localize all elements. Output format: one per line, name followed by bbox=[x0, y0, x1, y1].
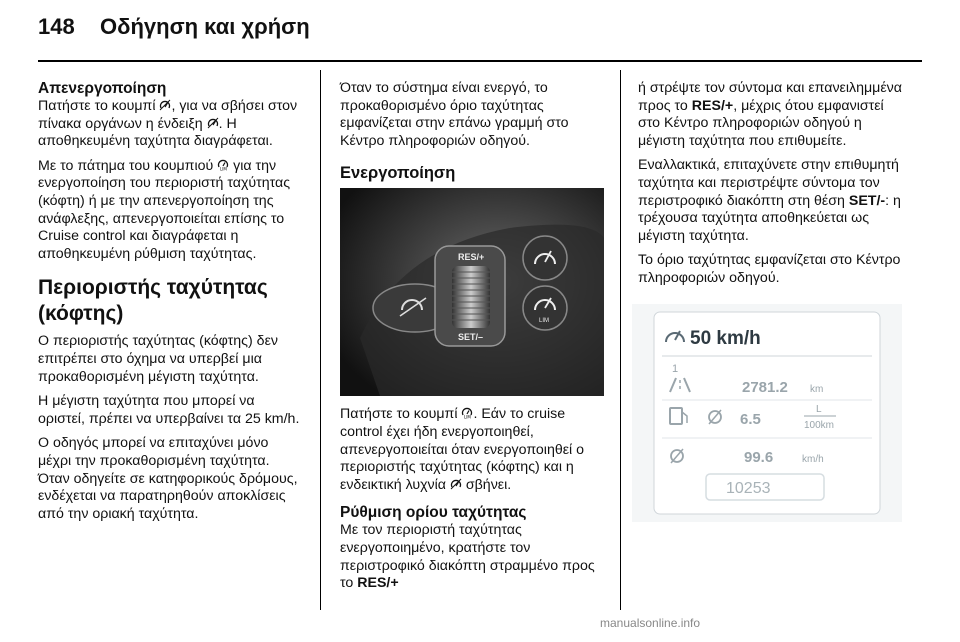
text: ή στρέψτε τον σύντομα και επανειλημμένα προς το bbox=[638, 80, 902, 114]
paragraph bbox=[38, 98, 304, 151]
speed-limiter-icon bbox=[450, 478, 462, 490]
paragraph bbox=[638, 80, 904, 150]
column-2 bbox=[340, 80, 606, 600]
average-speed-unit: km/h bbox=[802, 453, 824, 465]
text: . Η αποθηκευμένη ταχύτητα διαγράφεται. bbox=[38, 115, 273, 150]
average-speed-value: 99.6 bbox=[744, 448, 774, 466]
text: : η τρέχουσα ταχύτητα αποθηκεύεται ως μέγιστη ταχύτητα. bbox=[638, 192, 901, 244]
section-heading-setting: Ρύθμιση ορίου ταχύτητας bbox=[340, 504, 527, 522]
speed-limiter-icon bbox=[207, 117, 219, 129]
paragraph: Ο οδηγός μπορεί να επιταχύνει μόνο μέχρι την προκαθορισμένη ταχύτητα. Όταν οδηγείτε σε κατηφορικούς δρόμους, ενδέχεται να παρατηρηθούν αποκλίσεις από την οριακή ταχύτητα. bbox=[38, 435, 298, 522]
set-minus-label: SET/– bbox=[458, 332, 484, 343]
res-plus-label: RES/+ bbox=[458, 252, 485, 263]
dic-illustration bbox=[632, 304, 902, 522]
fuel-consumption-value: 6.5 bbox=[740, 410, 761, 428]
paragraph bbox=[638, 157, 904, 245]
paragraph: Η μέγιστη ταχύτητα που μπορεί να οριστεί, πρέπει να υπερβαίνει τα 25 km/h. bbox=[38, 393, 300, 427]
text: Πατήστε το κουμπί bbox=[340, 406, 458, 423]
section-heading-limiter: Περιοριστής ταχύτητας (κόφτης) bbox=[38, 276, 268, 326]
column-divider bbox=[620, 70, 621, 610]
watermark-text: manualsonline.info bbox=[600, 616, 701, 630]
res-plus-term: RES/+ bbox=[357, 575, 399, 592]
text: σβήνει. bbox=[465, 476, 512, 493]
trip-distance-unit: km bbox=[810, 383, 824, 395]
paragraph bbox=[38, 158, 304, 264]
text: , μέχρις ότου εμφανιστεί στο Κέντρο πληροφοριών οδηγού η μέγιστη ταχύτητα που επιθυμείτε. bbox=[638, 97, 884, 149]
paragraph: Ο περιοριστής ταχύτητας (κόφτης) δεν επιτρέπει στο όχημα να υπερβεί μια προκαθορισμένη μέγιστη ταχύτητα. bbox=[38, 333, 278, 385]
trip-distance-value: 2781.2 bbox=[742, 378, 788, 396]
page-title: Οδήγηση και χρήση bbox=[100, 14, 310, 39]
paragraph bbox=[340, 406, 606, 494]
svg-text:LIM: LIM bbox=[220, 166, 228, 171]
odometer-value: 10253 bbox=[726, 479, 771, 497]
page-header bbox=[38, 14, 922, 54]
set-minus-term: SET/- bbox=[848, 192, 886, 209]
driver-information-centre-display bbox=[632, 304, 902, 522]
column-1 bbox=[38, 80, 304, 530]
cruise-control-switch-illustration bbox=[340, 188, 604, 396]
text: Εναλλακτικά, επιταχύνετε στην επιθυμητή ταχύτητα και περιστρέψτε σύντομα τον περιστροφικό διακόπτη στη θέση bbox=[638, 157, 899, 209]
column-divider bbox=[320, 70, 321, 610]
speed-limiter-button-icon bbox=[461, 407, 473, 419]
section-heading-activation: Ενεργοποίηση bbox=[340, 164, 456, 183]
paragraph bbox=[340, 522, 606, 592]
text: . Εάν το cruise control έχει ήδη ενεργοποιηθεί, απενεργοποιείται όταν ενεργοποιηθεί ο περιοριστής ταχύτητας (κόφτης) και η ενδεικτική λυχνία bbox=[340, 406, 585, 493]
lim-label: LIM bbox=[539, 318, 550, 325]
text: για την ενεργοποίηση του περιοριστή ταχύτητας (κόφτη) ή με την απενεργοποίηση της ανάφλεξης, απενεργοποιείται επίσης το Cruise control και διαγράφεται η αποθηκευμένη ρύθμιση ταχύτητας. bbox=[38, 157, 291, 262]
steering-wheel-controls-figure bbox=[340, 188, 604, 396]
speed-limiter-icon bbox=[159, 99, 171, 111]
fuel-unit-litres: L bbox=[816, 403, 822, 415]
page-number: 148 bbox=[38, 14, 75, 39]
header-divider bbox=[38, 60, 922, 62]
trip-index: 1 bbox=[672, 362, 679, 375]
paragraph: Το όριο ταχύτητας εμφανίζεται στο Κέντρο πληροφοριών οδηγού. bbox=[638, 252, 901, 286]
text: Με το πάτημα του κουμπιού bbox=[38, 157, 214, 174]
section-heading-deactivation: Απενεργοποίηση bbox=[38, 80, 167, 97]
text: , για να σβήσει στον πίνακα οργάνων η ένδειξη bbox=[38, 98, 298, 132]
svg-text:LIM: LIM bbox=[464, 414, 472, 420]
paragraph: Όταν το σύστημα είναι ενεργό, το προκαθορισμένο όριο ταχύτητας εμφανίζεται στην επάνω γραμμή στο Κέντρο πληροφοριών οδηγού. bbox=[340, 80, 569, 149]
text: Με τον περιοριστή ταχύτητας ενεργοποιημένο, κρατήστε τον περιστροφικό διακόπτη στραμμένο προς το bbox=[340, 522, 595, 592]
res-plus-term: RES/+ bbox=[691, 97, 734, 114]
limit-speed-value: 50 km/h bbox=[690, 327, 761, 349]
fuel-unit-distance: 100km bbox=[804, 419, 835, 431]
column-3 bbox=[638, 80, 904, 522]
text: Πατήστε το κουμπί bbox=[38, 98, 156, 114]
speed-limiter-button-icon bbox=[217, 159, 229, 171]
